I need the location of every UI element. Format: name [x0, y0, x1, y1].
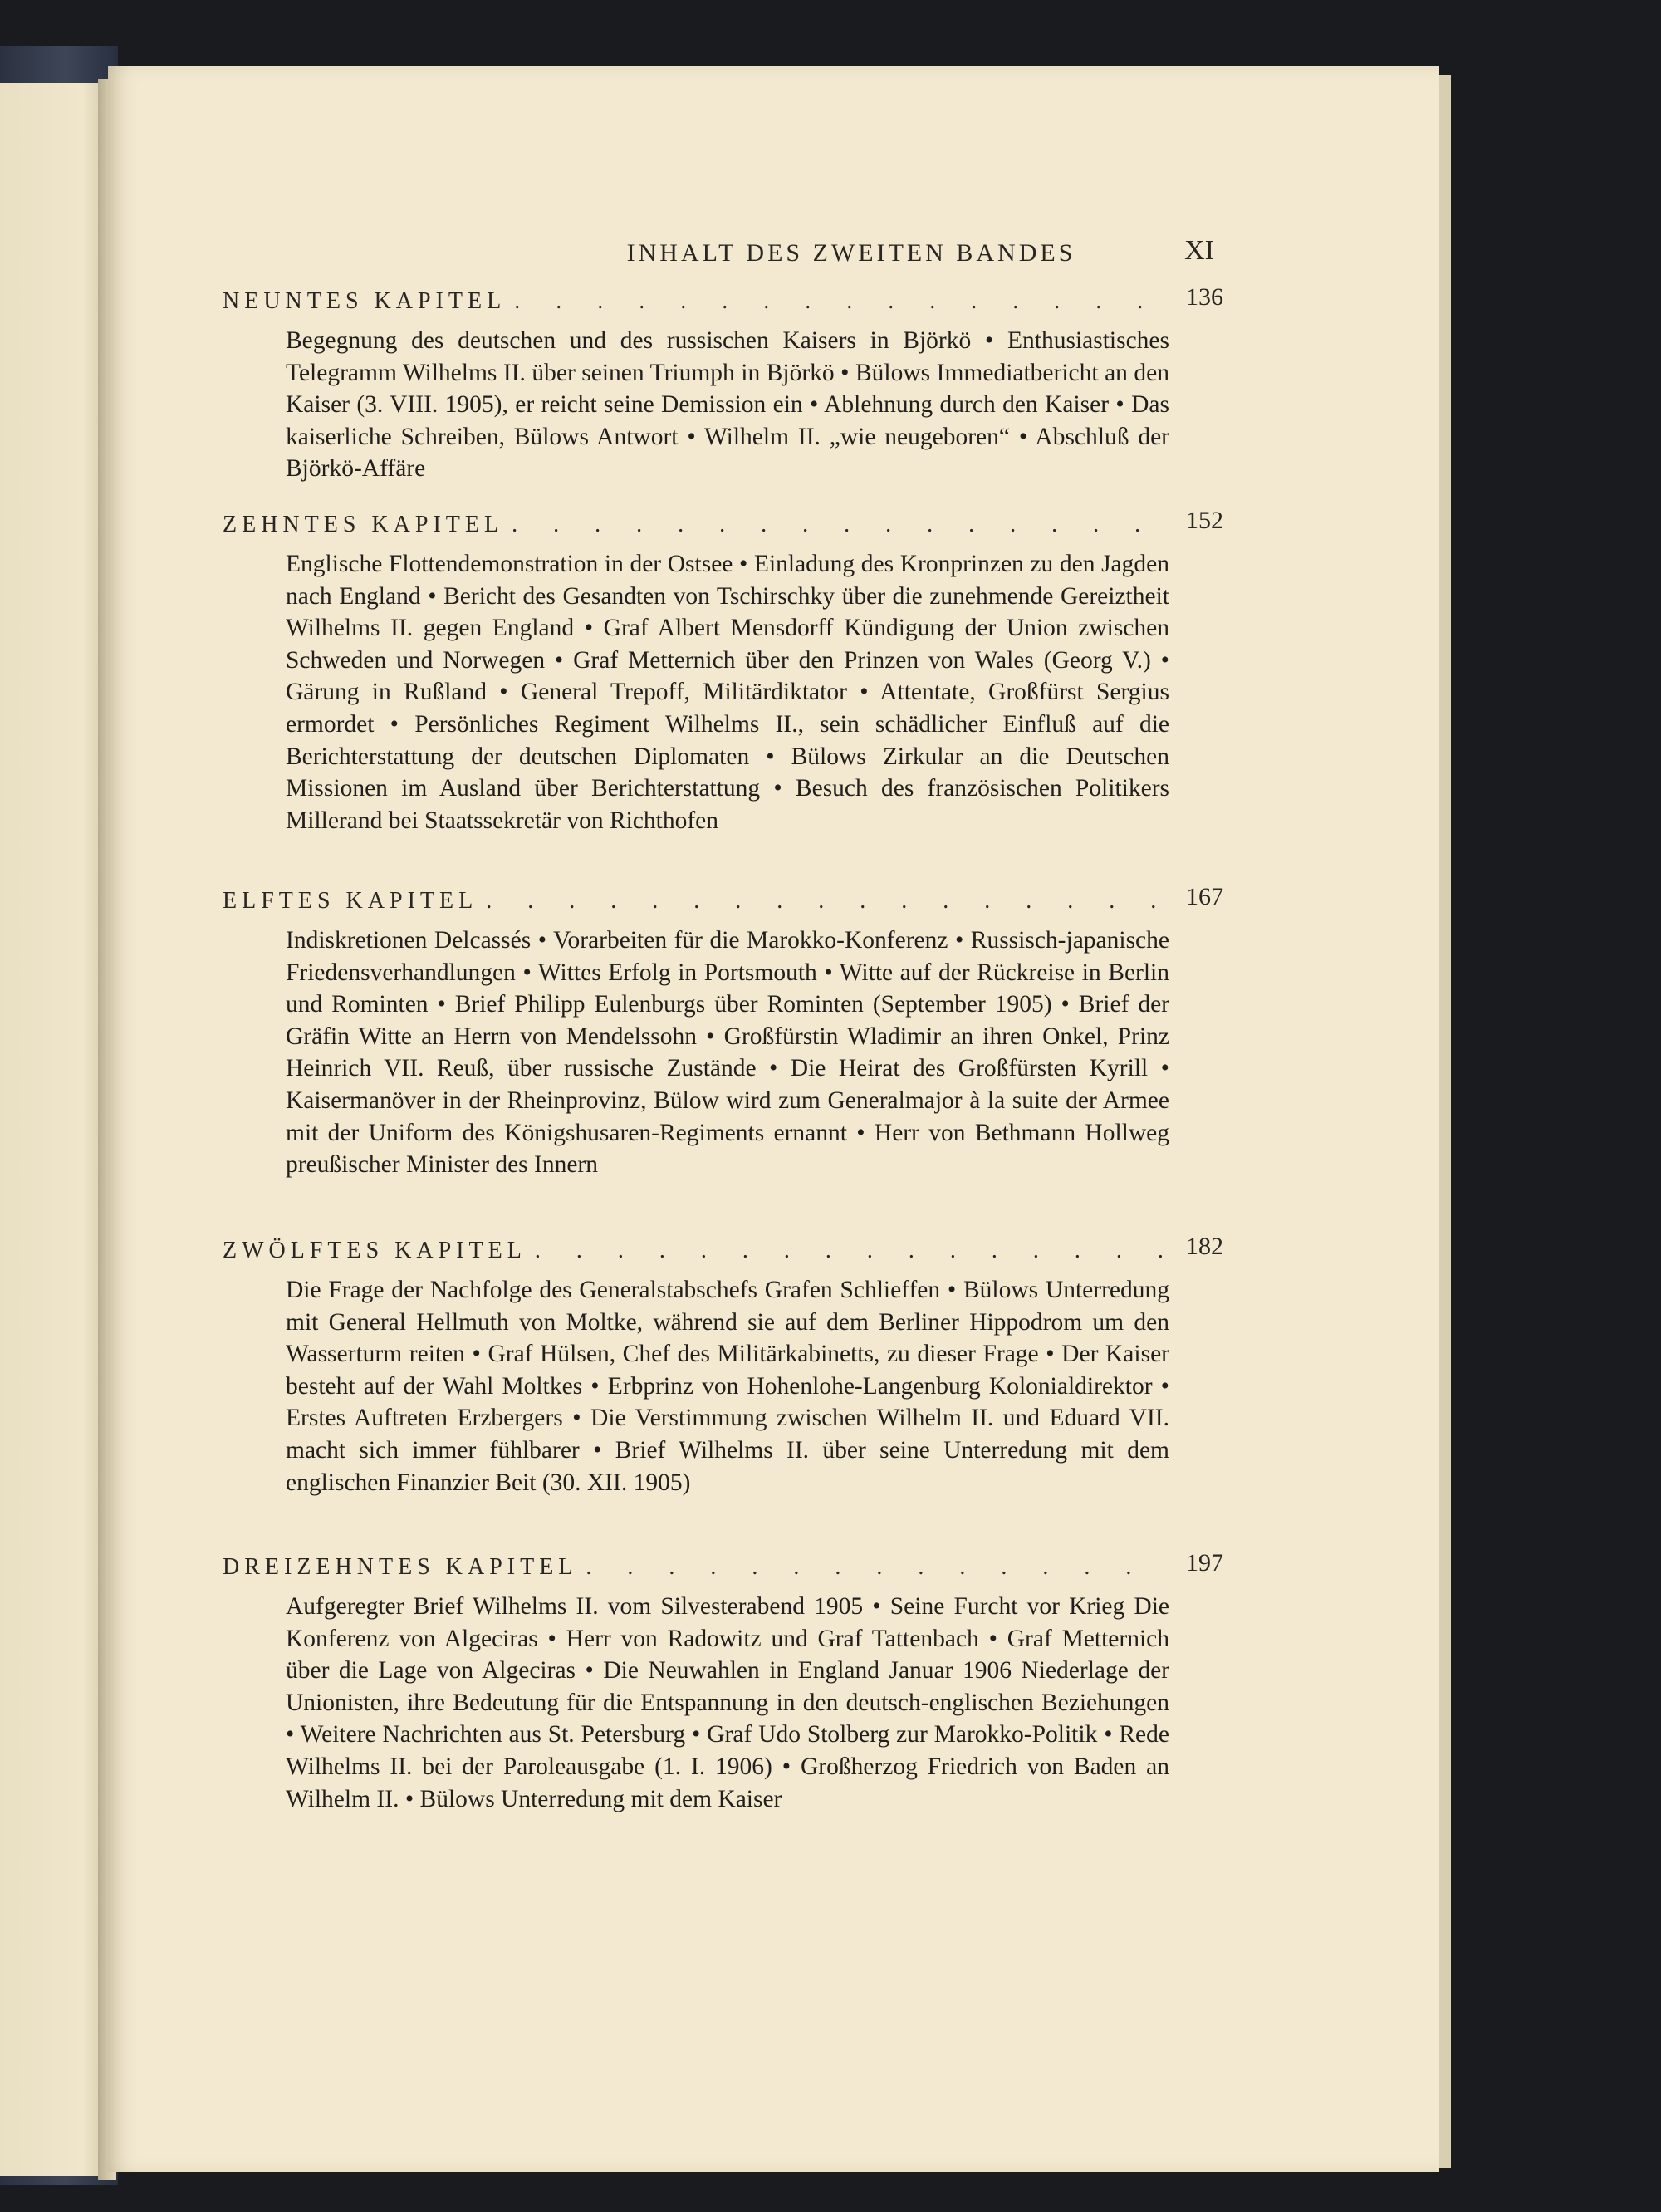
chapter-title: NEUNTES KAPITEL	[223, 288, 507, 314]
chapter-summary: Aufgeregter Brief Wilhelms II. vom Silvesterabend 1905 • Seine Furcht vor Krieg Die Konferenz von Algeciras • Herr von Radowitz und Graf Tattenbach • Graf Metternich über die Lage von Algeciras • Die Neuwahlen in England Januar 1906 Niederlage der Unionisten, ihre Bedeutung für die Entspannung in den deutsch-englischen Beziehungen • Weitere Nachrichten aus St. Petersburg • Graf Udo Stolberg zur Marokko-Politik • Rede Wilhelms II. bei der Paroleausgabe (1. I. 1906) • Großherzog Friedrich von Baden an Wilhelm II. • Bülows Unterredung mit dem Kaiser	[286, 1593, 1169, 1812]
toc-entry-chapter-11	[223, 883, 1223, 1181]
leader-dots	[478, 888, 1169, 915]
chapter-heading	[223, 288, 1169, 325]
chapter-title: ZEHNTES KAPITEL	[223, 512, 504, 537]
chapter-summary: Die Frage der Nachfolge des Generalstabschefs Grafen Schlieffen • Bülows Unterredung mit General Hellmuth von Moltke, während sie auf dem Berliner Hippodrom um den Wasserturm reiten • Graf Hülsen, Chef des Militärkabinetts, zu dieser Frage • Der Kaiser besteht auf der Wahl Moltkes • Erbprinz von Hohenlohe-Langenburg Kolonialdirektor • Erstes Auftreten Erzbergers • Die Verstimmung zwischen Wilhelm II. und Eduard VII. macht sich immer fühlbarer • Brief Wilhelms II. über seine Unterredung mit dem englischen Finanzier Beit (30. XII. 1905)	[286, 1277, 1169, 1496]
chapter-title: ZWÖLFTES KAPITEL	[223, 1238, 527, 1263]
chapter-heading	[223, 888, 1169, 925]
chapter-summary: Indiskretionen Delcassés • Vorarbeiten für die Marokko-Konferenz • Russisch-japanische Friedensverhandlungen • Wittes Erfolg in Portsmouth • Witte auf der Rückreise in Berlin und Rominten • Brief Philipp Eulenburgs über Rominten (September 1905) • Brief der Gräfin Witte an Herrn von Mendelssohn • Großfürstin Wladimir an ihren Onkel, Prinz Heinrich VII. Reuß, über russische Zustände • Die Heirat des Großfürsten Kyrill • Kaisermanöver in der Rheinprovinz, Bülow wird zum Generalmajor à la suite der Armee mit der Uniform des Königshusaren-Regiments ernannt • Herr von Bethmann Hollweg preußischer Minister des Innern	[286, 927, 1169, 1179]
toc-entry-chapter-10	[223, 507, 1223, 836]
chapter-heading	[223, 1238, 1169, 1274]
leader-dots	[527, 1238, 1169, 1264]
previous-page-edge	[0, 83, 110, 2176]
leader-dots	[506, 288, 1169, 315]
chapter-page-number: 152	[1186, 507, 1223, 534]
chapter-title: DREIZEHNTES KAPITEL	[223, 1554, 578, 1580]
leader-dots	[577, 1554, 1169, 1581]
leader-dots	[503, 512, 1169, 538]
page-number: XI	[1184, 235, 1214, 266]
page-right-edge	[1439, 75, 1451, 2168]
chapter-page-number: 182	[1186, 1233, 1223, 1260]
chapter-page-number: 136	[1186, 283, 1223, 311]
toc-entry-chapter-12	[223, 1233, 1223, 1498]
chapter-summary: Begegnung des deutschen und des russischen Kaisers in Björkö • Enthusiastisches Telegramm Wilhelms II. über seinen Triumph in Björkö • Bülows Immediatbericht an den Kaiser (3. VIII. 1905), er reicht seine Demission ein • Ablehnung durch den Kaiser • Das kaiserliche Schreiben, Bülows Antwort • Wilhelm II. „wie neugeboren“ • Abschluß der Björkö-Affäre	[286, 327, 1169, 483]
chapter-title: ELFTES KAPITEL	[223, 888, 478, 914]
chapter-heading	[223, 512, 1169, 548]
chapter-heading	[223, 1554, 1169, 1591]
toc-entry-chapter-9	[223, 283, 1223, 485]
chapter-page-number: 167	[1186, 883, 1223, 910]
running-head-title: INHALT DES ZWEITEN BANDES	[626, 239, 1076, 267]
chapter-page-number: 197	[1186, 1549, 1223, 1577]
chapter-summary: Englische Flottendemonstration in der Ostsee • Einladung des Kronprinzen zu den Jagden nach England • Bericht des Gesandten von Tschirschky über die zunehmende Gereiztheit Wilhelms II. gegen England • Graf Albert Mensdorff Kündigung der Union zwischen Schweden und Norwegen • Graf Metternich über den Prinzen von Wales (Georg V.) • Gärung in Rußland • General Trepoff, Militärdiktator • Attentate, Großfürst Sergius ermordet • Persönliches Regiment Wilhelms II., sein schädlicher Einfluß auf die Berichterstattung der deutschen Diplomaten • Bülows Zirkular an die Deutschen Missionen im Ausland über Berichterstattung • Besuch des französischen Politikers Millerand bei Staatssekretär von Richthofen	[286, 551, 1169, 834]
toc-entry-chapter-13	[223, 1549, 1223, 1815]
